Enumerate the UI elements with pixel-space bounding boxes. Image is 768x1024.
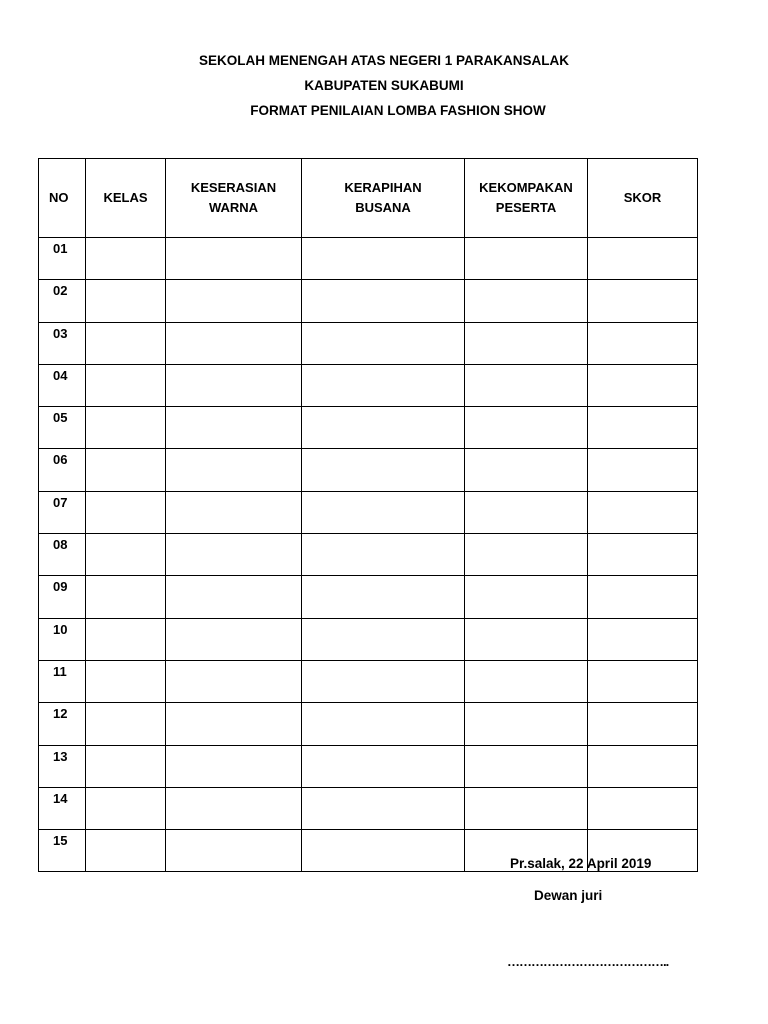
kekompakan-peserta-cell[interactable] <box>465 787 588 829</box>
keserasian-warna-cell[interactable] <box>166 745 302 787</box>
row-number: 12 <box>39 703 86 745</box>
kerapihan-busana-cell[interactable] <box>302 280 465 322</box>
row-number: 06 <box>39 449 86 491</box>
keserasian-warna-cell[interactable] <box>166 618 302 660</box>
signature-role: Dewan juri <box>534 888 603 903</box>
kerapihan-busana-cell[interactable] <box>302 407 465 449</box>
kelas-cell[interactable] <box>86 787 166 829</box>
kekompakan-peserta-cell[interactable] <box>465 703 588 745</box>
kekompakan-peserta-cell[interactable] <box>465 491 588 533</box>
column-header-kekompakan-peserta: KEKOMPAKAN PESERTA <box>465 159 588 238</box>
column-header-no: NO <box>39 159 86 238</box>
kelas-cell[interactable] <box>86 830 166 872</box>
skor-cell[interactable] <box>588 787 698 829</box>
score-table <box>38 158 698 872</box>
kerapihan-busana-cell[interactable] <box>302 364 465 406</box>
keserasian-warna-cell[interactable] <box>166 576 302 618</box>
kekompakan-peserta-cell[interactable] <box>465 618 588 660</box>
row-number: 03 <box>39 322 86 364</box>
table-row <box>39 407 698 449</box>
row-number: 10 <box>39 618 86 660</box>
kelas-cell[interactable] <box>86 534 166 576</box>
kerapihan-busana-cell[interactable] <box>302 491 465 533</box>
kekompakan-peserta-cell[interactable] <box>465 238 588 280</box>
signature-place-date: Pr.salak, 22 April 2019 <box>510 856 652 871</box>
table-row <box>39 364 698 406</box>
table-row <box>39 280 698 322</box>
table-row <box>39 745 698 787</box>
table-row <box>39 449 698 491</box>
row-number: 13 <box>39 745 86 787</box>
skor-cell[interactable] <box>588 660 698 702</box>
keserasian-warna-cell[interactable] <box>166 660 302 702</box>
skor-cell[interactable] <box>588 449 698 491</box>
kelas-cell[interactable] <box>86 280 166 322</box>
row-number: 02 <box>39 280 86 322</box>
kekompakan-peserta-cell[interactable] <box>465 449 588 491</box>
skor-cell[interactable] <box>588 703 698 745</box>
kekompakan-peserta-cell[interactable] <box>465 364 588 406</box>
keserasian-warna-cell[interactable] <box>166 787 302 829</box>
row-number: 05 <box>39 407 86 449</box>
row-number: 01 <box>39 238 86 280</box>
skor-cell[interactable] <box>588 364 698 406</box>
keserasian-warna-cell[interactable] <box>166 491 302 533</box>
kekompakan-peserta-cell[interactable] <box>465 407 588 449</box>
column-header-kerapihan-busana: KERAPIHAN BUSANA <box>302 159 465 238</box>
kerapihan-busana-cell[interactable] <box>302 745 465 787</box>
table-row <box>39 322 698 364</box>
kelas-cell[interactable] <box>86 449 166 491</box>
row-number: 04 <box>39 364 86 406</box>
kelas-cell[interactable] <box>86 322 166 364</box>
column-header-kelas: KELAS <box>86 159 166 238</box>
table-row <box>39 534 698 576</box>
kekompakan-peserta-cell[interactable] <box>465 322 588 364</box>
kekompakan-peserta-cell[interactable] <box>465 660 588 702</box>
column-header-skor: SKOR <box>588 159 698 238</box>
keserasian-warna-cell[interactable] <box>166 407 302 449</box>
keserasian-warna-cell[interactable] <box>166 449 302 491</box>
row-number: 11 <box>39 660 86 702</box>
skor-cell[interactable] <box>588 491 698 533</box>
kekompakan-peserta-cell[interactable] <box>465 576 588 618</box>
table-row <box>39 703 698 745</box>
kerapihan-busana-cell[interactable] <box>302 576 465 618</box>
skor-cell[interactable] <box>588 534 698 576</box>
table-header-row <box>39 159 698 238</box>
kerapihan-busana-cell[interactable] <box>302 787 465 829</box>
keserasian-warna-cell[interactable] <box>166 703 302 745</box>
kekompakan-peserta-cell[interactable] <box>465 745 588 787</box>
kelas-cell[interactable] <box>86 576 166 618</box>
skor-cell[interactable] <box>588 322 698 364</box>
row-number: 08 <box>39 534 86 576</box>
kelas-cell[interactable] <box>86 491 166 533</box>
table-body <box>39 238 698 872</box>
row-number: 07 <box>39 491 86 533</box>
table-row <box>39 660 698 702</box>
kelas-cell[interactable] <box>86 703 166 745</box>
kelas-cell[interactable] <box>86 238 166 280</box>
kelas-cell[interactable] <box>86 660 166 702</box>
kerapihan-busana-cell[interactable] <box>302 534 465 576</box>
form-title: FORMAT PENILAIAN LOMBA FASHION SHOW <box>250 103 546 118</box>
row-number: 09 <box>39 576 86 618</box>
row-number: 15 <box>39 830 86 872</box>
kerapihan-busana-cell[interactable] <box>302 322 465 364</box>
table-row <box>39 491 698 533</box>
kerapihan-busana-cell[interactable] <box>302 830 465 872</box>
table-row <box>39 618 698 660</box>
keserasian-warna-cell[interactable] <box>166 238 302 280</box>
kerapihan-busana-cell[interactable] <box>302 703 465 745</box>
keserasian-warna-cell[interactable] <box>166 280 302 322</box>
table-row <box>39 576 698 618</box>
skor-cell[interactable] <box>588 618 698 660</box>
kelas-cell[interactable] <box>86 407 166 449</box>
row-number: 14 <box>39 787 86 829</box>
column-header-keserasian-warna: KESERASIAN WARNA <box>166 159 302 238</box>
keserasian-warna-cell[interactable] <box>166 830 302 872</box>
skor-cell[interactable] <box>588 576 698 618</box>
document-heading <box>0 48 768 123</box>
kelas-cell[interactable] <box>86 618 166 660</box>
kekompakan-peserta-cell[interactable] <box>465 534 588 576</box>
kerapihan-busana-cell[interactable] <box>302 618 465 660</box>
skor-cell[interactable] <box>588 280 698 322</box>
skor-cell[interactable] <box>588 238 698 280</box>
regency-name: KABUPATEN SUKABUMI <box>304 78 464 93</box>
table-row <box>39 238 698 280</box>
kerapihan-busana-cell[interactable] <box>302 238 465 280</box>
kerapihan-busana-cell[interactable] <box>302 660 465 702</box>
kelas-cell[interactable] <box>86 745 166 787</box>
school-name: SEKOLAH MENENGAH ATAS NEGERI 1 PARAKANSALAK <box>198 53 570 68</box>
keserasian-warna-cell[interactable] <box>166 364 302 406</box>
table-row <box>39 787 698 829</box>
keserasian-warna-cell[interactable] <box>166 534 302 576</box>
skor-cell[interactable] <box>588 407 698 449</box>
keserasian-warna-cell[interactable] <box>166 322 302 364</box>
kelas-cell[interactable] <box>86 364 166 406</box>
signature-line: ………………………………….. <box>507 954 669 969</box>
kerapihan-busana-cell[interactable] <box>302 449 465 491</box>
kekompakan-peserta-cell[interactable] <box>465 280 588 322</box>
skor-cell[interactable] <box>588 745 698 787</box>
